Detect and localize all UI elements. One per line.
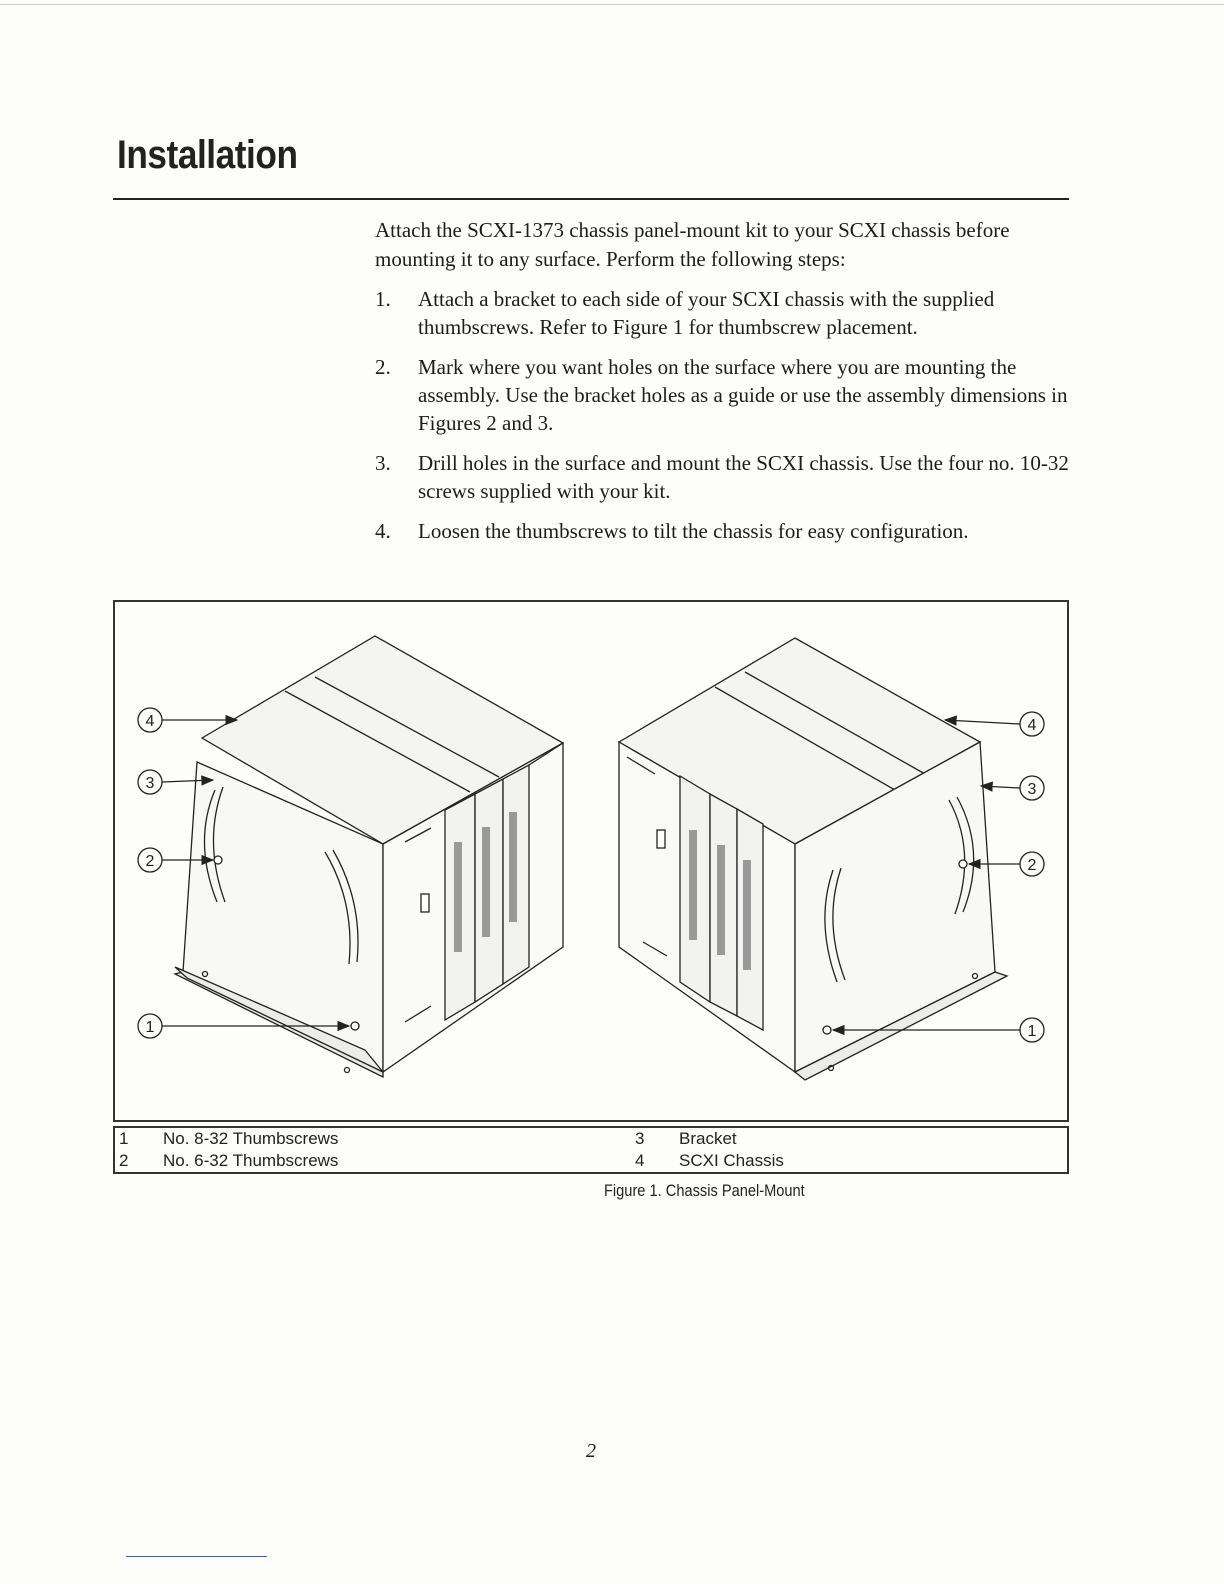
callout-label: 2: [145, 853, 155, 870]
legend-text: No. 8-32 Thumbscrews: [163, 1129, 339, 1148]
step-item: [375, 285, 1075, 341]
callout-label: 4: [145, 713, 155, 730]
footer-link-underline: [126, 1556, 267, 1557]
legend-text: SCXI Chassis: [679, 1151, 784, 1170]
callout-label: 4: [1027, 717, 1037, 734]
legend-text: No. 6-32 Thumbscrews: [163, 1151, 339, 1170]
heading-rule: [113, 198, 1069, 200]
step-number: 2.: [375, 355, 391, 379]
callout-label: 3: [1027, 781, 1037, 798]
legend-number: 3: [635, 1129, 645, 1148]
step-text: Attach a bracket to each side of your SCXI chassis with the supplied thumbscrews. Refer to Figure 1 for thumbscrew placement.: [418, 287, 995, 339]
step-item: [375, 449, 1075, 505]
step-number: 4.: [375, 519, 391, 543]
callout-label: 1: [145, 1019, 155, 1036]
figure-caption: Figure 1. Chassis Panel-Mount: [604, 1181, 805, 1200]
callout-label: 1: [1027, 1023, 1037, 1040]
legend-number: 4: [635, 1151, 645, 1170]
legend-text: Bracket: [679, 1129, 737, 1148]
callout-label: 2: [1027, 857, 1037, 874]
installation-steps: [375, 285, 1075, 557]
right-chassis: [619, 638, 1007, 1080]
figure-frame: [113, 600, 1069, 1122]
left-chassis: [175, 636, 563, 1077]
step-text: Drill holes in the surface and mount the SCXI chassis. Use the four no. 10-32 screws supplied with your kit.: [418, 451, 1069, 503]
step-number: 1.: [375, 287, 391, 311]
step-number: 3.: [375, 451, 391, 475]
step-text: Mark where you want holes on the surface where you are mounting the assembly. Use the bracket holes as a guide or use the assembly dimensions in Figures 2 and 3.: [418, 355, 1068, 435]
intro-paragraph: Attach the SCXI-1373 chassis panel-mount kit to your SCXI chassis before mounting it to any surface. Perform the following steps:: [375, 218, 1010, 271]
legend-number: 2: [119, 1151, 129, 1170]
step-text: Loosen the thumbscrews to tilt the chassis for easy configuration.: [418, 519, 969, 543]
chassis-panel-mount-illustration: [115, 602, 1067, 1120]
scan-top-edge: [0, 4, 1224, 5]
page-number: 2: [586, 1440, 596, 1462]
section-heading: Installation: [117, 133, 298, 177]
step-item: [375, 517, 1075, 545]
legend-number: 1: [119, 1129, 129, 1148]
callout-label: 3: [145, 775, 155, 792]
figure-legend: [113, 1126, 1069, 1174]
step-item: [375, 353, 1075, 437]
